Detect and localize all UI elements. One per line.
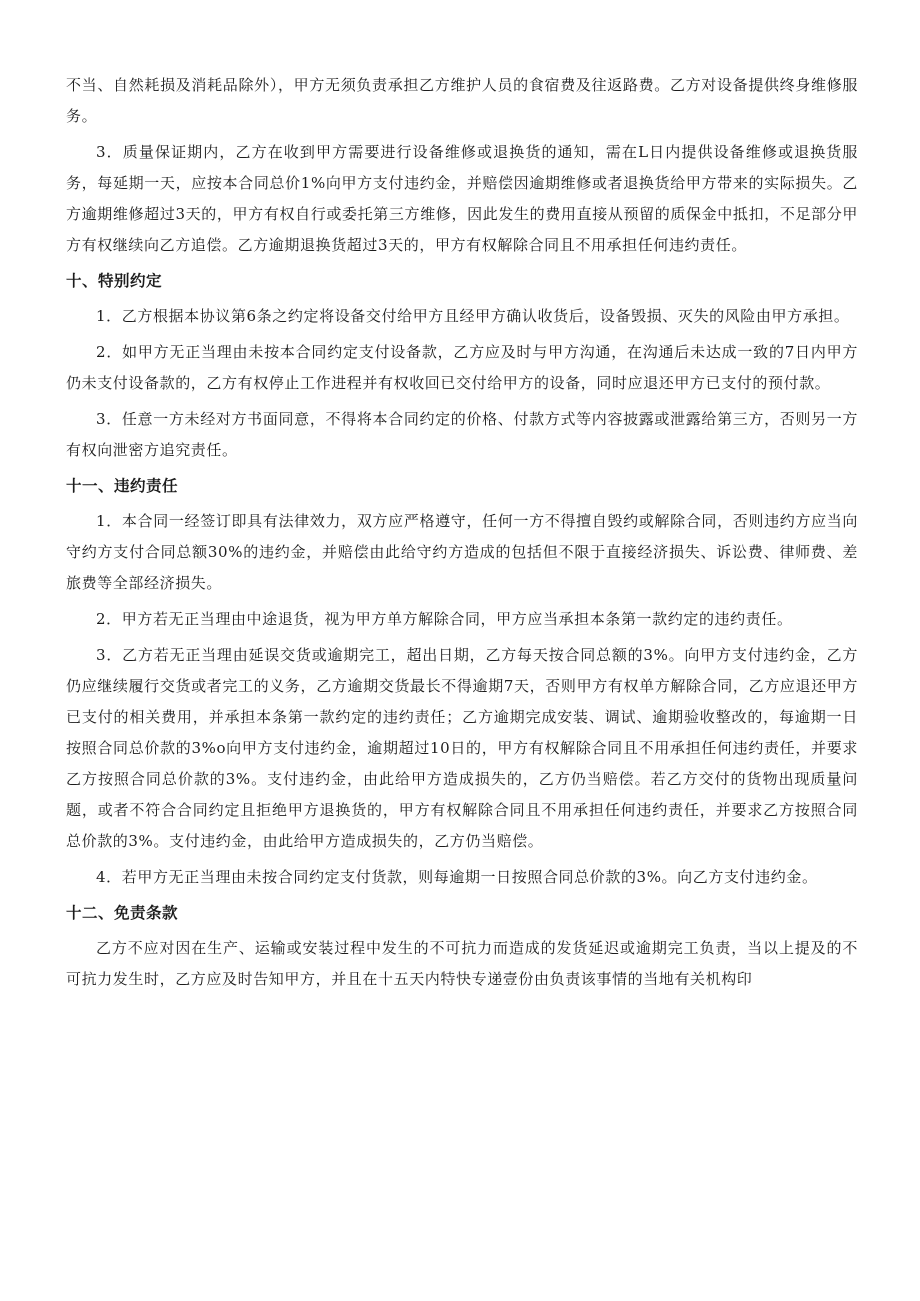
section-12-heading: 十二、免责条款: [66, 904, 179, 922]
section-11-item-3: 3．乙方若无正当理由延误交货或逾期完工，超出日期，乙方每天按合同总额的3%。向甲方支付违约金，乙方仍应继续履行交货或者完工的义务，乙方逾期交货最长不得逾期7天，否则甲方有权单方解除合同，乙方应退还甲方已支付的相关费用，并承担本条第一款约定的违约责任；乙方逾期完成安装、调试、逾期验收整改的，每逾期一日按照合同总价款的3%o向甲方支付违约金，逾期超过10日的，甲方有权解除合同且不用承担任何违约责任，并要求乙方按照合同总价款的3%。支付违约金，由此给甲方造成损失的，乙方仍当赔偿。若乙方交付的货物出现质量问题，或者不符合合同约定且拒绝甲方退换货的，甲方有权解除合同且不用承担任何违约责任，并要求乙方按照合同总价款的3%。支付违约金，由此给甲方造成损失的，乙方仍当赔偿。: [66, 646, 858, 850]
section-11-item-2: 2．甲方若无正当理由中途退货，视为甲方单方解除合同，甲方应当承担本条第一款约定的违约责任。: [96, 610, 793, 628]
contract-page: [66, 70, 858, 1000]
section-10-item-1: 1．乙方根据本协议第6条之约定将设备交付给甲方且经甲方确认收货后，设备毁损、灭失的风险由甲方承担。: [96, 307, 850, 325]
section-12-text: 乙方不应对因在生产、运输或安装过程中发生的不可抗力而造成的发货延迟或逾期完工负责，当以上提及的不可抗力发生时，乙方应及时告知甲方，并且在十五天内特快专递壹份由负责该事情的当地有关机构印: [66, 939, 858, 988]
section-11-item-1: 1．本合同一经签订即具有法律效力，双方应严格遵守，任何一方不得擅自毁约或解除合同，否则违约方应当向守约方支付合同总额30%的违约金，并赔偿由此给守约方造成的包括但不限于直接经济损失、诉讼费、律师费、差旅费等全部经济损失。: [66, 512, 858, 592]
section-11-heading: 十一、违约责任: [66, 477, 179, 495]
section-10-item-3: 3．任意一方未经对方书面同意，不得将本合同约定的价格、付款方式等内容披露或泄露给第三方，否则另一方有权向泄密方追究责任。: [66, 410, 858, 459]
section-10-item-2: 2．如甲方无正当理由未按本合同约定支付设备款，乙方应及时与甲方沟通，在沟通后未达成一致的7日内甲方仍未支付设备款的，乙方有权停止工作进程并有权收回已交付给甲方的设备，同时应退还甲方已支付的预付款。: [66, 343, 858, 392]
section-11-item-4: 4．若甲方无正当理由未按合同约定支付货款，则每逾期一日按照合同总价款的3%。向乙方支付违约金。: [96, 868, 818, 886]
warranty-item-3: 3．质量保证期内，乙方在收到甲方需要进行设备维修或退换货的通知，需在L日内提供设备维修或退换货服务，每延期一天，应按本合同总价1%向甲方支付违约金，并赔偿因逾期维修或者退换货给甲方带来的实际损失。乙方逾期维修超过3天的，甲方有权自行或委托第三方维修，因此发生的费用直接从预留的质保金中抵扣，不足部分甲方有权继续向乙方追偿。乙方逾期退换货超过3天的，甲方有权解除合同且不用承担任何违约责任。: [66, 143, 858, 254]
warranty-continuation: 不当、自然耗损及消耗品除外），甲方无须负责承担乙方维护人员的食宿费及往返路费。乙方对设备提供终身维修服务。: [66, 76, 858, 125]
section-10-heading: 十、特别约定: [66, 272, 163, 290]
